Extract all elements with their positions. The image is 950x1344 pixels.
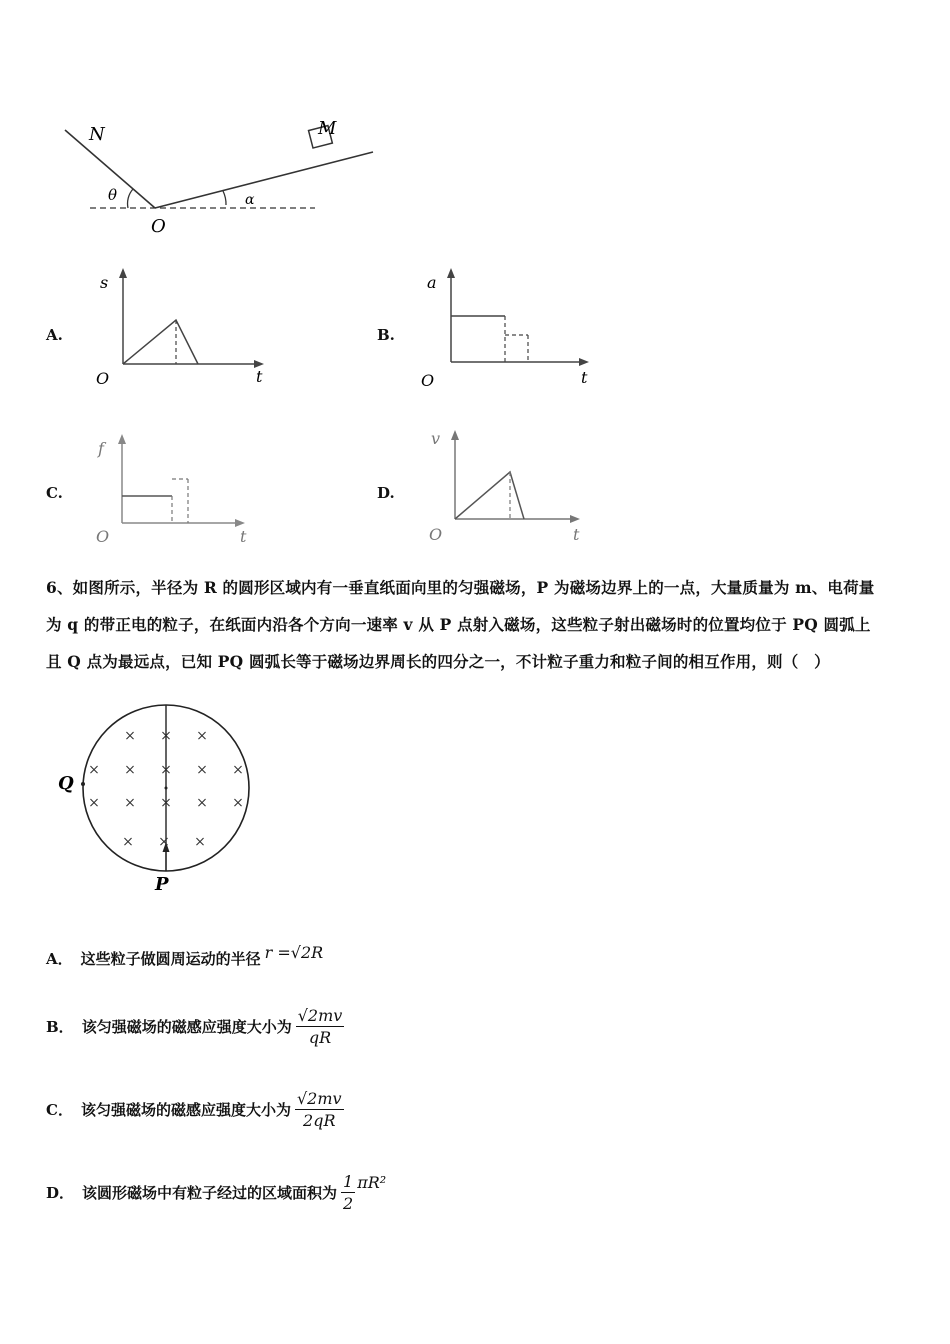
field-cross: × bbox=[196, 728, 208, 744]
answer-text: 该圆形磁场中有粒子经过的区域面积为 bbox=[82, 1184, 338, 1202]
axis-label: t bbox=[573, 525, 580, 544]
field-cross: × bbox=[160, 762, 172, 778]
field-cross: × bbox=[122, 834, 134, 850]
axis-label: t bbox=[240, 527, 247, 546]
answer-letter: C． bbox=[46, 1101, 73, 1119]
option-d-label: D. bbox=[377, 484, 395, 502]
axis-label: s bbox=[100, 273, 109, 292]
field-cross: × bbox=[160, 728, 172, 744]
answer-fraction bbox=[295, 1089, 344, 1130]
graph-a bbox=[90, 262, 280, 392]
fraction-denominator: 2 bbox=[343, 1194, 354, 1213]
option-c-label: C. bbox=[46, 484, 63, 502]
option-b-label: B. bbox=[377, 326, 395, 344]
option-a-label: A. bbox=[46, 326, 63, 344]
label-alpha: α bbox=[245, 192, 255, 208]
answer-a[interactable] bbox=[46, 943, 324, 969]
incline-figure bbox=[55, 110, 385, 240]
answer-letter: B． bbox=[46, 1018, 74, 1036]
origin-label: O bbox=[96, 369, 110, 388]
axis-label: f bbox=[98, 439, 104, 458]
field-cross: × bbox=[232, 795, 244, 811]
field-cross: × bbox=[88, 762, 100, 778]
question-6-text bbox=[46, 569, 908, 680]
question-line: 6、如图所示，半径为 R 的圆形区域内有一垂直纸面向里的匀强磁场，P 为磁场边界上的一点，大量质量为 m、电荷量 bbox=[46, 578, 875, 597]
label-P: P bbox=[155, 874, 169, 895]
answer-c[interactable] bbox=[46, 1089, 344, 1130]
answer-letter: D． bbox=[46, 1184, 75, 1202]
axis-label: t bbox=[256, 367, 263, 386]
answer-fraction bbox=[296, 1006, 345, 1047]
magnetic-field-figure bbox=[50, 700, 260, 895]
axis-label: v bbox=[431, 429, 441, 448]
fraction-numerator: √2mv bbox=[296, 1089, 342, 1108]
field-cross: × bbox=[88, 795, 100, 811]
axis-label: t bbox=[581, 368, 588, 387]
answer-text: 该匀强磁场的磁感应强度大小为 bbox=[81, 1018, 292, 1036]
fraction-numerator: √2mv bbox=[297, 1006, 343, 1025]
field-cross: × bbox=[196, 762, 208, 778]
field-cross: × bbox=[124, 795, 136, 811]
answer-text: 这些粒子做圆周运动的半径 bbox=[80, 950, 261, 968]
fraction-numerator: 1 bbox=[343, 1172, 354, 1191]
answer-math-tail: πR² bbox=[357, 1173, 387, 1192]
label-Q: Q bbox=[58, 773, 74, 794]
fraction-denominator: 2qR bbox=[303, 1111, 336, 1130]
label-theta: θ bbox=[108, 186, 118, 204]
origin-label: O bbox=[96, 527, 110, 546]
answer-b[interactable] bbox=[46, 1006, 344, 1047]
field-cross: × bbox=[196, 795, 208, 811]
field-cross: × bbox=[124, 762, 136, 778]
origin-label: O bbox=[421, 371, 435, 390]
axis-label: a bbox=[427, 273, 437, 292]
answer-text: 该匀强磁场的磁感应强度大小为 bbox=[80, 1101, 291, 1119]
question-line: 为 q 的带正电的粒子，在纸面内沿各个方向一速率 v 从 P 点射入磁场，这些粒子射出磁场时的位置均位于 PQ 圆弧上 bbox=[46, 615, 871, 634]
origin-label: O bbox=[429, 525, 443, 544]
field-cross: × bbox=[194, 834, 206, 850]
label-N: N bbox=[89, 124, 105, 145]
graph-d bbox=[415, 424, 605, 548]
label-M: M bbox=[318, 118, 337, 139]
field-cross: × bbox=[124, 728, 136, 744]
answer-d[interactable] bbox=[46, 1172, 386, 1213]
field-cross: × bbox=[158, 834, 170, 850]
answer-fraction bbox=[341, 1172, 355, 1213]
label-O: O bbox=[151, 216, 166, 237]
field-cross: × bbox=[232, 762, 244, 778]
graph-c bbox=[90, 428, 280, 548]
field-cross: × bbox=[160, 795, 172, 811]
question-line: 且 Q 点为最远点，已知 PQ 圆弧长等于磁场边界周长的四分之一，不计粒子重力和粒子间的相互作用，则（ ） bbox=[46, 652, 830, 671]
graph-b bbox=[415, 262, 605, 392]
answer-math: r =√2R bbox=[264, 943, 324, 962]
answer-letter: A． bbox=[46, 950, 73, 968]
fraction-denominator: qR bbox=[308, 1028, 332, 1047]
